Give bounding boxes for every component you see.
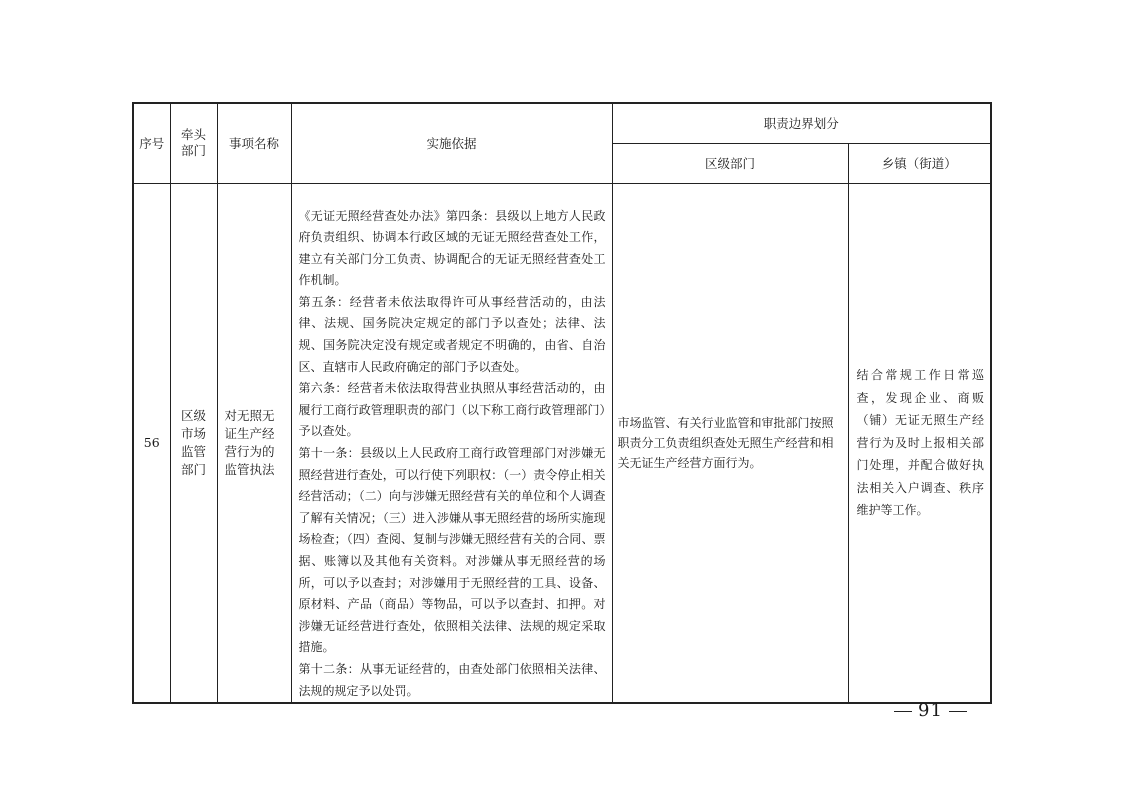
row-basis <box>291 183 612 703</box>
row-dept-line: 市场 <box>180 425 206 441</box>
header-seq: 序号 <box>133 103 170 183</box>
row-seq: 56 <box>133 183 170 703</box>
row-item-name: 对无照无证生产经营行为的监管执法 <box>217 183 291 703</box>
dash-left <box>894 711 912 712</box>
basis-paragraph: 第十一条：县级以上人民政府工商行政管理部门对涉嫌无照经营进行查处，可以行使下列职权：（一）责令停止相关经营活动；（二）向与涉嫌无照经营有关的单位和个人调查了解有关情况；（三）进入涉嫌从事无照经营的场所实施现场检查；（四）查阅、复制与涉嫌无照经营有关的合同、票据、账簿以及其他有关资料。对涉嫌从事无照经营的场所，可以予以查封；对涉嫌用于无照经营的工具、设备、原材料、产品（商品）等物品，可以予以查封、扣押。对涉嫌无证经营进行查处，依照相关法律、法规的规定采取措施。 <box>298 446 606 655</box>
row-dept-line: 区级 <box>180 407 206 423</box>
header-town: 乡镇（街道） <box>848 143 991 183</box>
row-district-duty: 市场监管、有关行业监管和审批部门按照职责分工负责组织查处无照生产经营和相关无证生产经营方面行为。 <box>612 183 848 703</box>
page-number-value: 91 <box>918 700 943 721</box>
header-basis: 实施依据 <box>291 103 612 183</box>
header-dept-line: 牵头 <box>180 127 206 143</box>
basis-paragraph: 第十二条：从事无证经营的，由查处部门依照相关法律、法规的规定予以处罚。 <box>298 661 606 698</box>
basis-paragraph: 第五条：经营者未依法取得许可从事经营活动的，由法律、法规、国务院决定规定的部门予以查处；法律、法规、国务院决定没有规定或者规定不明确的，由省、自治区、直辖市人民政府确定的部门予以查处。 <box>298 294 606 374</box>
page-number <box>888 700 973 721</box>
row-town-duty: 结合常规工作日常巡查，发现企业、商贩（铺）无证无照生产经营行为及时上报相关部门处理，并配合做好执法相关入户调查、秩序维护等工作。 <box>848 183 991 703</box>
header-row-1 <box>133 103 991 143</box>
header-dept-line: 部门 <box>180 143 206 159</box>
row-dept-line: 部门 <box>180 461 206 477</box>
row-dept <box>170 183 217 703</box>
dash-right <box>949 711 967 712</box>
row-dept-line: 监管 <box>180 443 206 459</box>
header-item: 事项名称 <box>217 103 291 183</box>
responsibility-table <box>132 102 992 704</box>
header-division: 职责边界划分 <box>612 103 991 143</box>
basis-paragraph: 第六条：经营者未依法取得营业执照从事经营活动的，由履行工商行政管理职责的部门（以下称工商行政管理部门）予以查处。 <box>298 381 606 439</box>
header-district: 区级部门 <box>612 143 848 183</box>
header-dept <box>170 103 217 183</box>
basis-paragraph: 《无证无照经营查处办法》第四条：县级以上地方人民政府负责组织、协调本行政区域的无证无照经营查处工作，建立有关部门分工负责、协调配合的无证无照经营查处工作机制。 <box>298 208 606 288</box>
table-row <box>133 183 991 703</box>
